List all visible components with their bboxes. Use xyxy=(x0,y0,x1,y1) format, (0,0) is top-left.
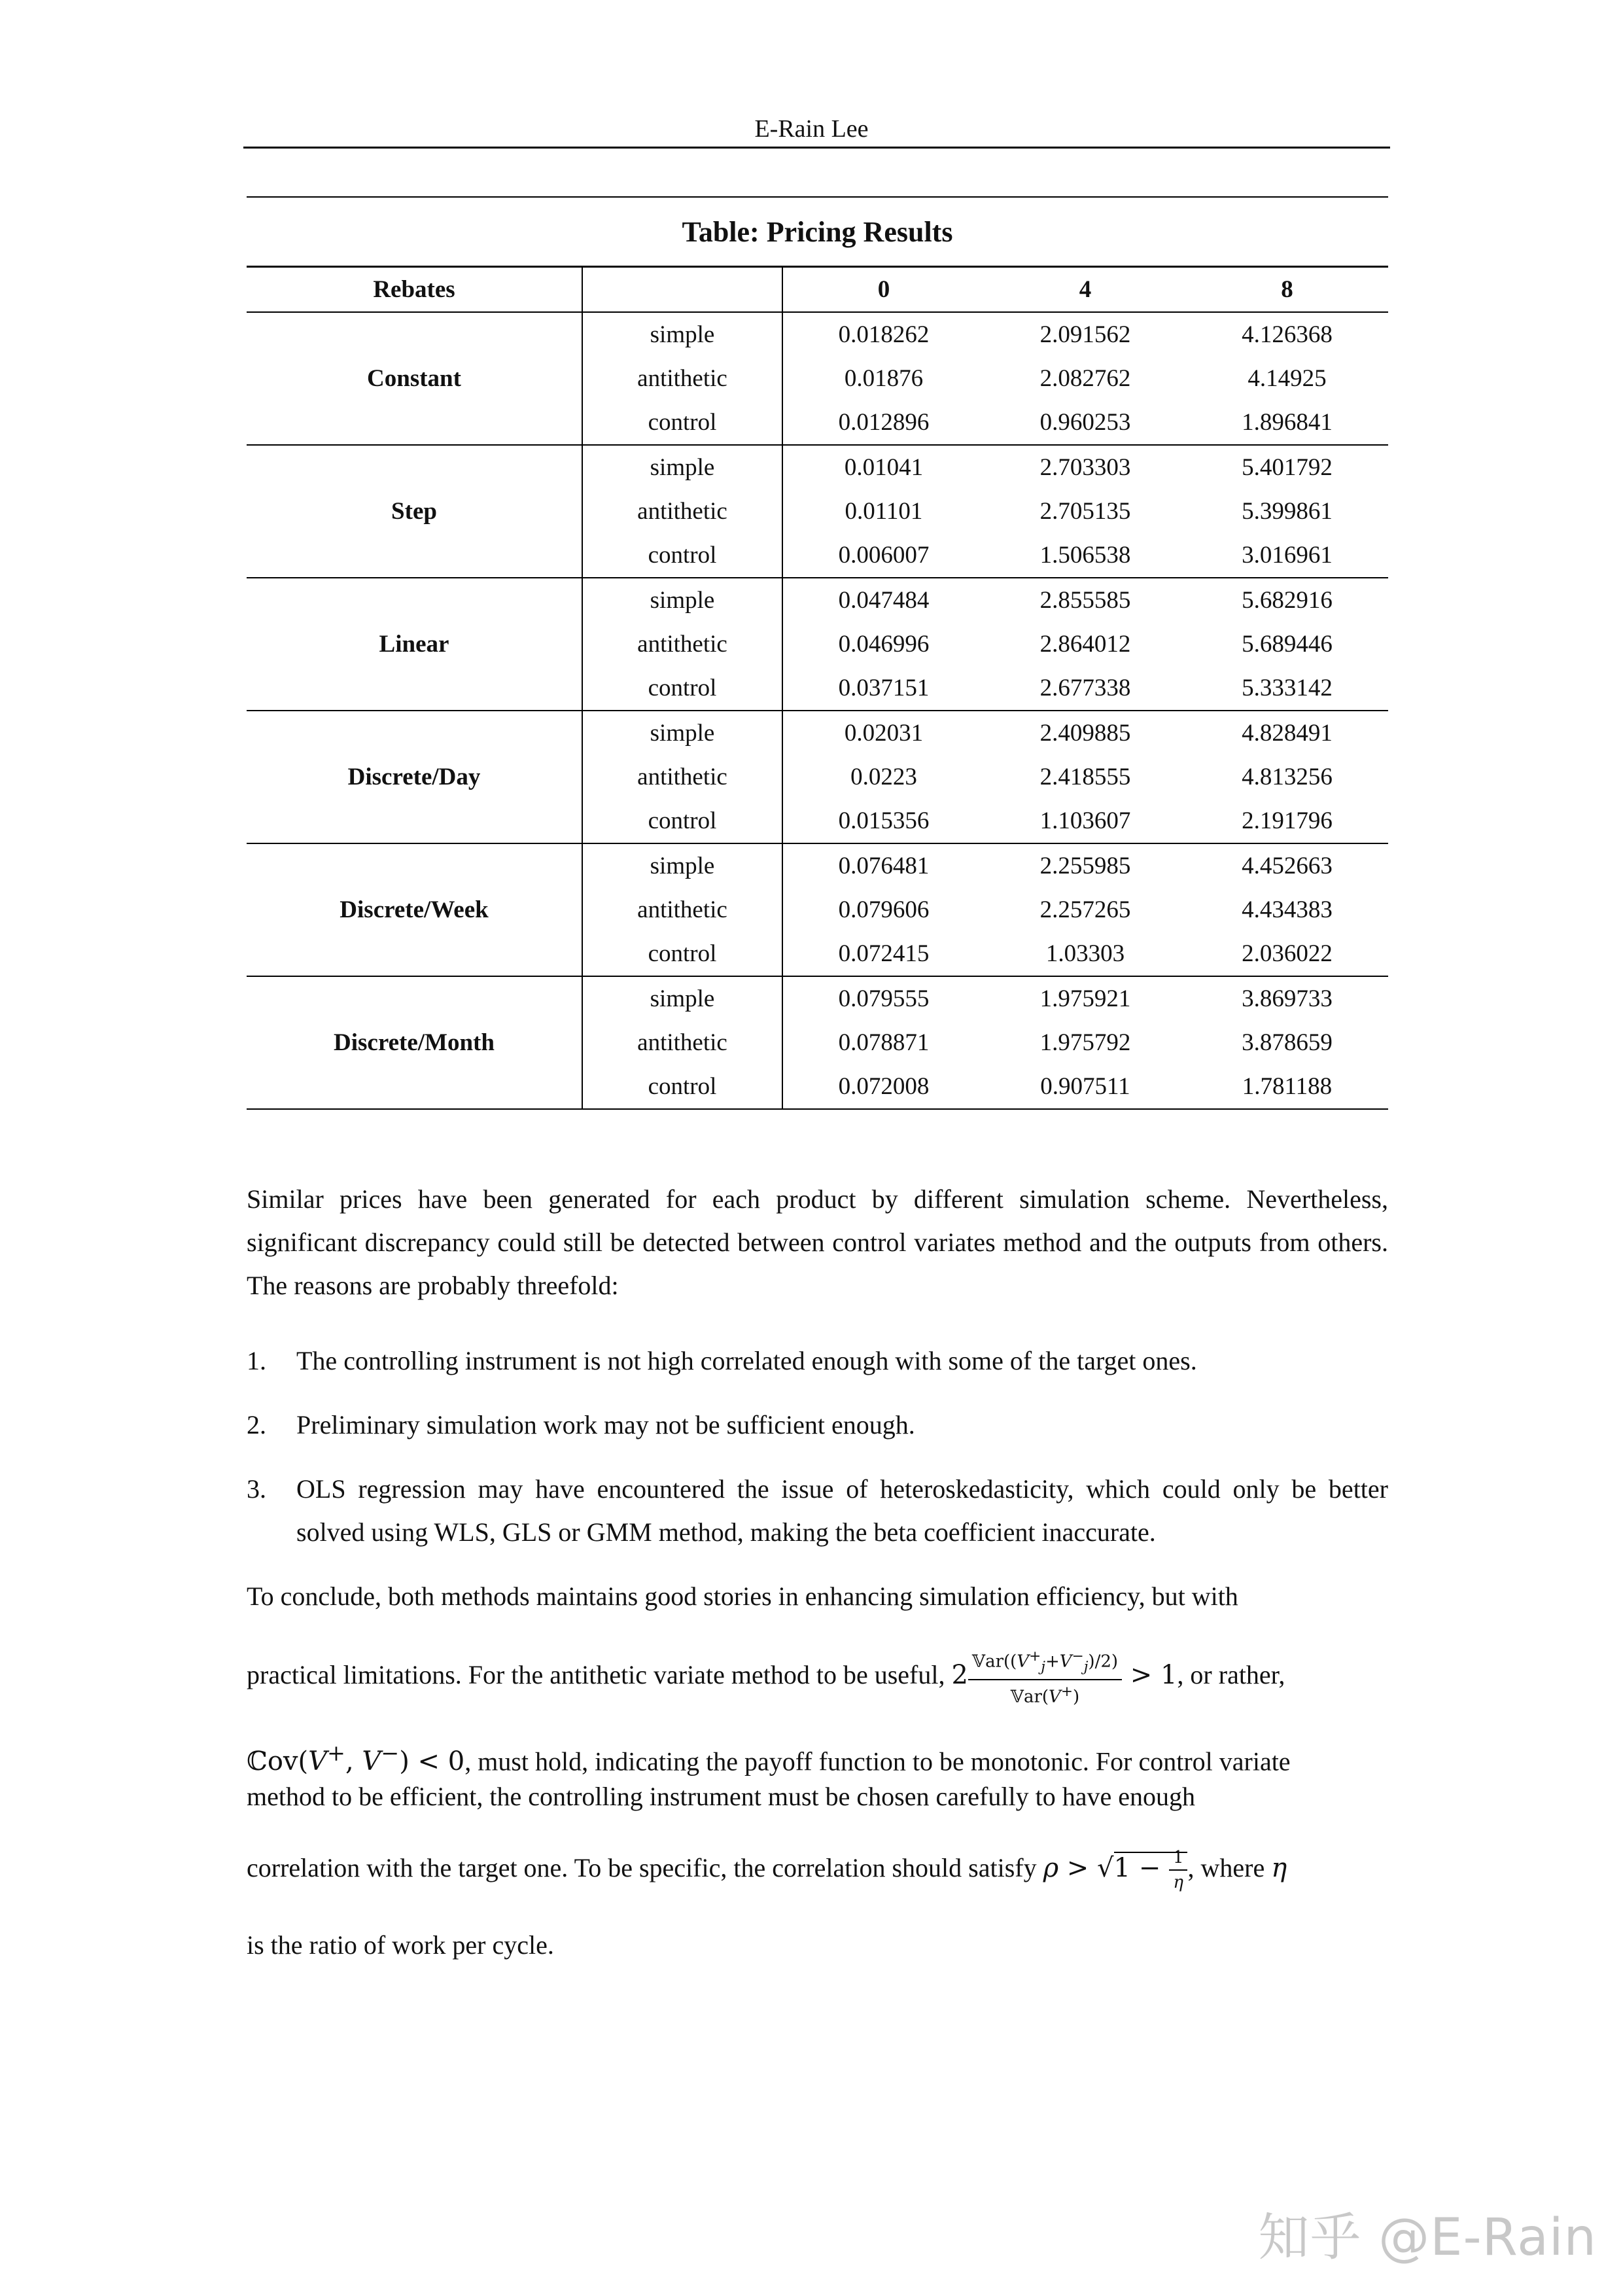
value-cell: 3.878659 xyxy=(1242,1029,1333,1056)
method-cell: antithetic xyxy=(582,622,782,666)
value-cell: 0.079606 xyxy=(838,896,930,923)
table-title: Table: Pricing Results xyxy=(682,216,953,248)
column-header-method xyxy=(582,267,782,313)
column-header-rebates: Rebates xyxy=(247,267,582,313)
value-cell: 1.03303 xyxy=(985,932,1186,976)
method-cell: simple xyxy=(582,976,782,1021)
method-cell: simple xyxy=(582,445,782,489)
method-cell: simple xyxy=(582,578,782,622)
method-cell: control xyxy=(582,666,782,711)
method-cell: antithetic xyxy=(582,1021,782,1065)
value-cell: 1.975921 xyxy=(1039,985,1131,1012)
value-cell: 3.869733 xyxy=(1242,985,1333,1012)
value-cell: 2.677338 xyxy=(985,666,1186,711)
value-cell: 1.506538 xyxy=(985,533,1186,578)
conclusion-line-5 xyxy=(247,1839,1388,1898)
value-cell: 0.072008 xyxy=(782,1065,985,1109)
method-cell: control xyxy=(582,932,782,976)
table-row xyxy=(247,711,1388,755)
correlation-condition-formula: ρ > √1 − $\frac{1}{\eta}$ xyxy=(1043,1852,1188,1883)
value-cell: 2.255985 xyxy=(1039,852,1131,879)
table-row xyxy=(247,976,1388,1021)
value-cell: 0.0223 xyxy=(850,763,917,790)
list-number: 3. xyxy=(247,1474,266,1504)
table-row xyxy=(247,445,1388,489)
value-cell: 0.072415 xyxy=(782,932,985,976)
value-cell: 2.409885 xyxy=(1039,719,1131,747)
conclusion-line-4: method to be efficient, the controlling instrument must be chosen carefully to have enough xyxy=(247,1782,1195,1811)
rebate-type-cell: Discrete/Day xyxy=(247,711,582,843)
value-cell: 0.046996 xyxy=(838,630,930,658)
value-cell: 0.907511 xyxy=(985,1065,1186,1109)
method-cell: simple xyxy=(582,312,782,357)
table-header-row xyxy=(247,267,1388,313)
value-cell: 5.399861 xyxy=(1242,497,1333,525)
column-header-4: 4 xyxy=(985,267,1186,313)
rebate-type-cell: Constant xyxy=(247,312,582,445)
value-cell: 4.434383 xyxy=(1242,896,1333,923)
value-cell: 0.018262 xyxy=(838,321,930,348)
value-cell: 0.047484 xyxy=(838,586,930,614)
value-cell: 2.191796 xyxy=(1186,799,1388,843)
value-cell: 0.012896 xyxy=(782,400,985,445)
rebate-type-cell: Discrete/Week xyxy=(247,843,582,976)
value-cell: 2.036022 xyxy=(1186,932,1388,976)
conclusion-line-2 xyxy=(247,1642,1388,1708)
method-cell: control xyxy=(582,799,782,843)
value-cell: 0.037151 xyxy=(782,666,985,711)
value-cell: 2.703303 xyxy=(1039,453,1131,481)
value-cell: 0.078871 xyxy=(838,1029,930,1056)
value-cell: 5.689446 xyxy=(1242,630,1333,658)
method-cell: control xyxy=(582,1065,782,1109)
value-cell: 2.705135 xyxy=(1039,497,1131,525)
pricing-table-section xyxy=(247,196,1388,1110)
value-cell: 2.257265 xyxy=(1039,896,1131,923)
page-header-author: E-Rain Lee xyxy=(754,115,869,143)
conclusion-line-2-post: , or rather, xyxy=(1177,1660,1285,1689)
value-cell: 0.076481 xyxy=(838,852,930,879)
value-cell: 5.682916 xyxy=(1242,586,1333,614)
value-cell: 2.864012 xyxy=(1039,630,1131,658)
list-text: OLS regression may have encountered the issue of heteroskedasticity, which could only be better solved using WLS, GLS or GMM method, making the beta coefficient inaccurate. xyxy=(296,1474,1388,1547)
value-cell: 0.006007 xyxy=(782,533,985,578)
value-cell: 4.813256 xyxy=(1242,763,1333,790)
conclusion-line-6: is the ratio of work per cycle. xyxy=(247,1930,554,1960)
list-number: 1. xyxy=(247,1346,266,1375)
antithetic-condition-formula: 2 $\frac{𝕍ar((V^+_j+V^-_j)/2)}{𝕍ar(V^+)}$ > 1 xyxy=(951,1660,1177,1690)
method-cell: antithetic xyxy=(582,489,782,533)
conclusion-line-1: To conclude, both methods maintains good stories in enhancing simulation efficiency, but with xyxy=(247,1581,1238,1611)
method-cell: antithetic xyxy=(582,357,782,400)
value-cell: 1.975792 xyxy=(1039,1029,1131,1056)
value-cell: 2.082762 xyxy=(1039,364,1131,392)
conclusion-line-5-post: , where xyxy=(1187,1853,1265,1882)
value-cell: 2.091562 xyxy=(1039,321,1131,348)
value-cell: 0.01041 xyxy=(844,453,924,481)
list-text: The controlling instrument is not high correlated enough with some of the target ones. xyxy=(296,1346,1197,1375)
rebate-type-cell: Discrete/Month xyxy=(247,976,582,1109)
paragraph-discrepancy: Similar prices have been generated for each product by different simulation scheme. Nevertheless, significant discrepancy could still be detected between control variates method and the outputs from others. The reasons are probably threefold: xyxy=(247,1184,1388,1300)
column-header-0: 0 xyxy=(782,267,985,313)
value-cell: 4.126368 xyxy=(1242,321,1333,348)
value-cell: 4.452663 xyxy=(1242,852,1333,879)
header-rule xyxy=(243,147,1390,149)
list-text: Preliminary simulation work may not be sufficient enough. xyxy=(296,1410,915,1439)
method-cell: control xyxy=(582,533,782,578)
table-row xyxy=(247,843,1388,888)
value-cell: 0.02031 xyxy=(844,719,924,747)
column-header-8: 8 xyxy=(1186,267,1388,313)
rebate-type-cell: Step xyxy=(247,445,582,578)
conclusion-line-5-pre: correlation with the target one. To be specific, the correlation should satisfy xyxy=(247,1853,1037,1882)
value-cell: 4.828491 xyxy=(1242,719,1333,747)
value-cell: 3.016961 xyxy=(1186,533,1388,578)
value-cell: 2.855585 xyxy=(1039,586,1131,614)
eta-symbol: η xyxy=(1271,1853,1287,1883)
value-cell: 5.333142 xyxy=(1186,666,1388,711)
value-cell: 1.781188 xyxy=(1186,1065,1388,1109)
value-cell: 0.079555 xyxy=(838,985,930,1012)
method-cell: simple xyxy=(582,843,782,888)
conclusion-line-2-pre: practical limitations. For the antithetic variate method to be useful, xyxy=(247,1660,945,1689)
table-body xyxy=(247,312,1388,1109)
value-cell: 0.01101 xyxy=(845,497,923,525)
list-number: 2. xyxy=(247,1410,266,1439)
value-cell: 4.14925 xyxy=(1248,364,1327,392)
pricing-table xyxy=(247,266,1388,1110)
method-cell: simple xyxy=(582,711,782,755)
value-cell: 2.418555 xyxy=(1039,763,1131,790)
table-row xyxy=(247,578,1388,622)
method-cell: control xyxy=(582,400,782,445)
watermark: 知乎 @E-Rain xyxy=(1258,2208,1597,2267)
covariance-condition-formula: ℂov(V+, V−) < 0 xyxy=(247,1740,465,1777)
value-cell: 1.896841 xyxy=(1186,400,1388,445)
method-cell: antithetic xyxy=(582,888,782,932)
conclusion-line-3-post: , must hold, indicating the payoff function to be monotonic. For control variate xyxy=(464,1746,1291,1776)
table-row xyxy=(247,312,1388,357)
method-cell: antithetic xyxy=(582,755,782,799)
value-cell: 0.01876 xyxy=(844,364,924,392)
value-cell: 1.103607 xyxy=(985,799,1186,843)
value-cell: 5.401792 xyxy=(1242,453,1333,481)
value-cell: 0.960253 xyxy=(985,400,1186,445)
value-cell: 0.015356 xyxy=(782,799,985,843)
rebate-type-cell: Linear xyxy=(247,578,582,711)
